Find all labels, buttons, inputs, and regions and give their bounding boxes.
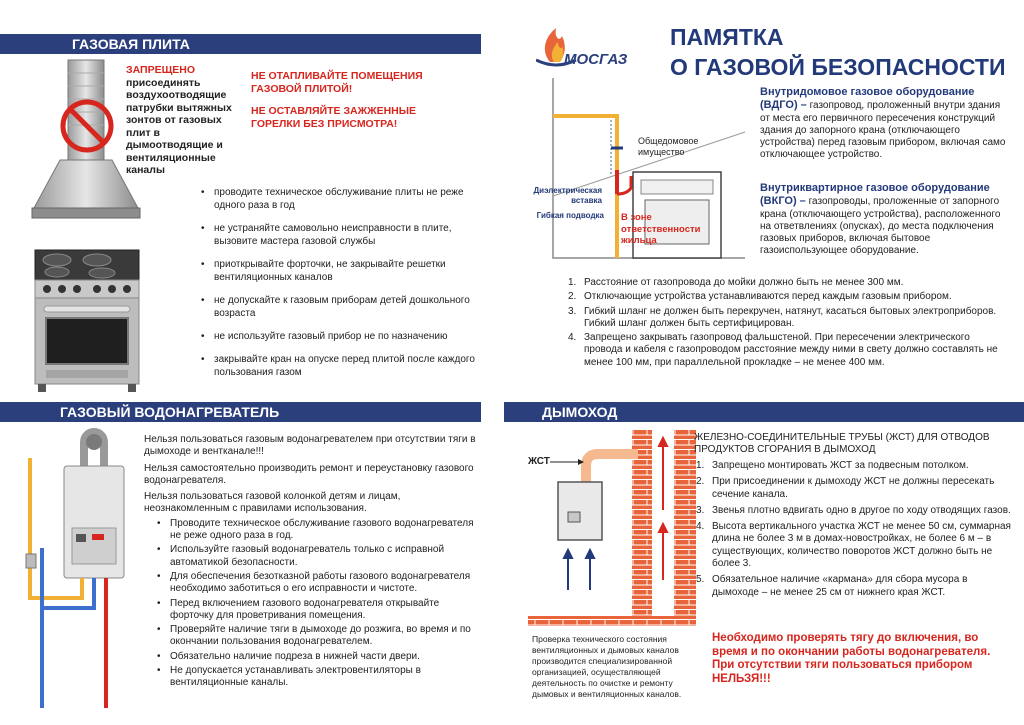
chimney-rule-text: Звенья плотно вдвигать одно в другое по ходу отводящих газов. xyxy=(712,504,1011,516)
chimney-rule-number: 2. xyxy=(696,476,705,488)
gas-stove-illustration xyxy=(32,248,142,396)
chimney-rule-number: 5. xyxy=(696,574,705,586)
chimney-rule-number: 4. xyxy=(696,521,705,533)
scheme-label-dielectric: Диэлектрическая вставка xyxy=(533,186,602,205)
chimney-rule-text: Запрещено монтировать ЖСТ за подвесным потолком. xyxy=(712,460,969,471)
water-heater-illustration xyxy=(22,428,134,718)
chimney-banner-title: ДЫМОХОД xyxy=(542,404,618,420)
heater-bullet-item: • Проводите техническое обслуживание газового водонагревателя не реже одного раза в год. xyxy=(154,518,480,543)
definition-vkgo xyxy=(760,182,1006,258)
stove-warning-burners: НЕ ОСТАВЛЯЙТЕ ЗАЖЖЕННЫЕ ГОРЕЛКИ БЕЗ ПРИСМОТРА! xyxy=(251,105,417,130)
heater-bullet-item: • Проверяйте наличие тяги в дымоходе до розжига, во время и по окончании пользования водонагревателем. xyxy=(154,624,480,649)
definition-vkgo-term: Внутриквартирное газовое оборудование (ВКГО) – xyxy=(760,182,990,208)
rule-text: Запрещено закрывать газопровод фальшстеной. При пересечении электрического провода и кабеля с газопроводом расстояние между ними в свету должно составлять не менее 100 мм, при параллельной прокладке – не менее 400 мм. xyxy=(584,332,998,368)
heater-prohibition-repair: Нельзя самостоятельно производить ремонт и переустановку газового водонагревателя. xyxy=(144,462,474,486)
heater-bullet-item: • Используйте газовый водонагреватель только с исправной автоматикой безопасности. xyxy=(154,544,480,569)
stove-bullet-item: • не используйте газовый прибор не по назначению xyxy=(198,330,480,343)
heater-banner xyxy=(0,402,481,422)
pipeline-rules-list xyxy=(566,277,1006,369)
stove-bullet-item: • приоткрывайте форточки, не закрывайте решетки вентиляционных каналов xyxy=(198,258,480,284)
chimney-banner xyxy=(504,402,1024,422)
page-title-line2: О ГАЗОВОЙ БЕЗОПАСНОСТИ xyxy=(670,54,1006,80)
chimney-rule-item xyxy=(694,505,1012,517)
stove-banner-title: ГАЗОВАЯ ПЛИТА xyxy=(72,36,190,52)
stove-forbidden xyxy=(126,64,246,177)
chimney-draft-warning: Необходимо проверять тягу до включения, во время и по окончании работы водонагревателя. При отсутствии тяги пользоваться прибором НЕЛЬЗЯ!!! xyxy=(712,632,991,685)
scheme-label-common: Общедомовое имущество xyxy=(638,136,699,157)
heater-text xyxy=(144,434,480,690)
rule-number: 2. xyxy=(568,291,577,303)
heater-prohibition-children: Нельзя пользоваться газовой колонкой детям и лицам, неознакомленным с правилами использования. xyxy=(144,491,401,515)
scheme-label-zone: В зоне ответственности жильца xyxy=(621,212,701,246)
definition-vdgo-term: Внутридомовое газовое оборудование (ВДГО) – xyxy=(760,86,975,112)
stove-bullet-item: • закрывайте кран на опуске перед плитой после каждого пользования газом xyxy=(198,353,480,379)
stove-bullet-item: • не допускайте к газовым приборам детей дошкольного возраста xyxy=(198,294,480,320)
chimney-rule-item xyxy=(694,476,1012,501)
rule-item xyxy=(566,277,1006,289)
rule-number: 4. xyxy=(568,332,577,344)
rule-text: Отключающие устройства устанавливаются перед каждым газовым прибором. xyxy=(584,291,952,303)
heater-bullet-item: • Не допускается устанавливать электровентиляторы в вентиляционные каналы. xyxy=(154,665,480,690)
chimney-label-jst: ЖСТ xyxy=(528,456,550,467)
chimney-heading: ЖЕЛЕЗНО-СОЕДИНИТЕЛЬНЫЕ ТРУБЫ (ЖСТ) ДЛЯ ОТВОДОВ ПРОДУКТОВ СГОРАНИЯ В ДЫМОХОД xyxy=(694,432,990,455)
stove-warnings xyxy=(251,70,451,130)
page-title xyxy=(670,22,1006,82)
rule-number: 1. xyxy=(568,277,577,288)
chimney-rule-item xyxy=(694,460,1012,472)
definition-vkgo-text: газопроводы, проложенные от запорного крана (отключающего устройства), расположенного на ответвлениях (опусках), до места подключения газовых приборов, включая бытовое газоиспользующее оборудование. xyxy=(760,196,1001,257)
rule-item xyxy=(566,291,1006,303)
definition-vdgo-text: газопровод, проложенный внутри здания от места его первичного пересечения конструкций здания до запорного крана (отключающего устройства) перед газовым прибором, включая само отключающее устройство. xyxy=(760,100,1006,161)
rule-item xyxy=(566,332,1006,369)
scheme-label-hose: Гибкая подводка xyxy=(536,211,604,220)
stove-bullet-item: • не устраняйте самовольно неисправности в плите, вызовите мастера газовой службы xyxy=(198,222,480,248)
stove-banner xyxy=(0,34,481,54)
chimney-illustration xyxy=(528,430,696,626)
chimney-rule-item xyxy=(694,521,1012,570)
heater-banner-title: ГАЗОВЫЙ ВОДОНАГРЕВАТЕЛЬ xyxy=(60,404,280,420)
chimney-rule-number: 3. xyxy=(696,504,705,516)
chimney-rule-number: 1. xyxy=(696,460,705,471)
stove-forbidden-title: ЗАПРЕЩЕНО xyxy=(126,64,196,76)
heater-prohibition-draft: Нельзя пользоваться газовым водонагревателем при отсутствии тяги в дымоходе и вентканале!!! xyxy=(144,434,476,458)
stove-forbidden-body: присоединять воздухоотводящие патрубки вытяжных зонтов от газовых плит в дымоотводящие и вентиляционные каналы xyxy=(126,76,232,176)
definition-vdgo xyxy=(760,86,1006,162)
rule-text: Гибкий шланг не должен быть перекручен, натянут, касаться бытовых электроприборов. Гибкий шланг должен быть сертифицирован. xyxy=(584,305,997,329)
chimney-rule-text: Обязательное наличие «кармана» для сбора мусора в дымоходе – не менее 25 см от нижнего края ЖСТ. xyxy=(712,574,968,598)
stove-warning-heating: НЕ ОТАПЛИВАЙТЕ ПОМЕЩЕНИЯ ГАЗОВОЙ ПЛИТОЙ! xyxy=(251,70,423,95)
heater-bullet-item: • Обязательно наличие подреза в нижней части двери. xyxy=(154,651,480,663)
chimney-rule-item xyxy=(694,574,1012,599)
rule-text: Расстояние от газопровода до мойки должно быть не менее 300 мм. xyxy=(584,277,904,288)
stove-bullet-item: • проводите техническое обслуживание плиты не реже одного раза в год xyxy=(198,186,480,212)
mosgaz-logo xyxy=(536,16,662,76)
stove-bullets xyxy=(198,186,480,379)
rule-item xyxy=(566,306,1006,331)
page-title-line1: ПАМЯТКА xyxy=(670,24,784,50)
rule-number: 3. xyxy=(568,305,577,317)
heater-bullet-item: • Перед включением газового водонагревателя открывайте форточку для проветривания помещения. xyxy=(154,598,480,623)
chimney-rule-text: При присоединении к дымоходу ЖСТ не должны пересекать сечение канала. xyxy=(712,476,995,500)
logo-brand-text: МОСГАЗ xyxy=(564,51,628,68)
chimney-rules-list xyxy=(694,460,1012,599)
heater-bullet-item: • Для обеспечения безотказной работы газового водонагревателя необходимо заботиться о его исправности и чистоте. xyxy=(154,571,480,596)
chimney-rule-text: Высота вертикального участка ЖСТ не менее 50 см, суммарная длина не более 3 м в домах-новостройках, не более 6 м – в существующих, количество поворотов ЖСТ должно быть не более 3. xyxy=(712,521,1011,570)
chimney-caption: Проверка технического состояния вентиляционных и дымовых каналов производится специализированной организацией, осуществляющей деятельность по очистке и ремонту дымовых и вентиляционных каналов. xyxy=(532,634,682,699)
